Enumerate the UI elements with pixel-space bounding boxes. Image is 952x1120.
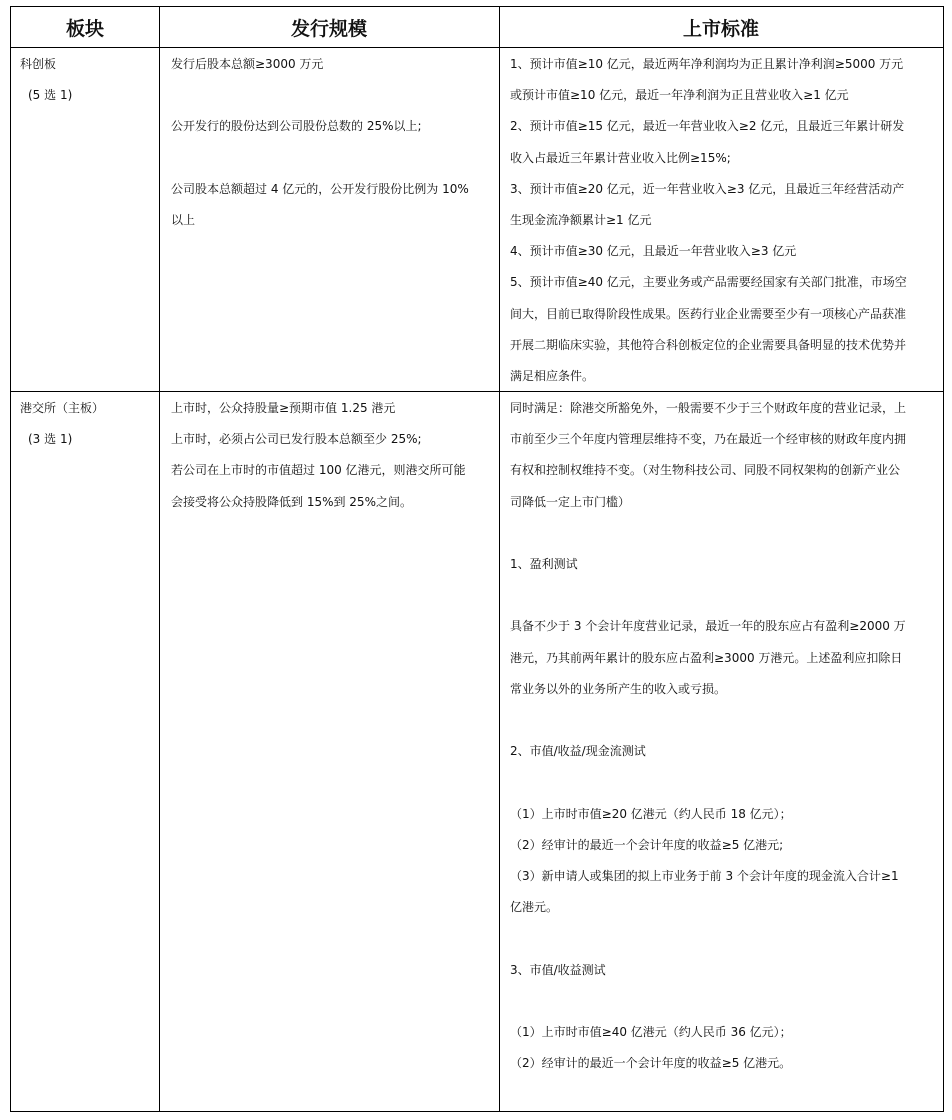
text-line bbox=[510, 986, 906, 1017]
text-line: 5、预计市值≥40 亿元，主要业务或产品需要经国家有关部门批准，市场空 bbox=[510, 275, 907, 290]
board-note: (5 选 1) bbox=[28, 88, 73, 103]
text-line: （1）上市时市值≥20 亿港元（约人民币 18 亿元）； bbox=[510, 806, 792, 821]
text-line: 常业务以外的业务所产生的收入或亏损。 bbox=[510, 681, 727, 696]
header-issue-scale: 发行规模 bbox=[290, 17, 367, 40]
scale-cell-star bbox=[171, 49, 469, 236]
text-line bbox=[510, 923, 906, 954]
text-line: 3、预计市值≥20 亿元，近一年营业收入≥3 亿元，且最近三年经营活动产 bbox=[510, 181, 905, 196]
text-line bbox=[171, 80, 469, 111]
board-cell-hkex bbox=[20, 393, 104, 455]
text-line: （3）新申请人或集团的拟上市业务于前 3 个会计年度的现金流入合计≥1 bbox=[510, 868, 899, 883]
header-divider bbox=[11, 47, 943, 48]
header-board: 板块 bbox=[65, 17, 104, 40]
text-line: 4、预计市值≥30 亿元，且最近一年营业收入≥3 亿元 bbox=[510, 244, 797, 259]
text-line bbox=[510, 580, 906, 611]
standard-cell-hkex bbox=[510, 393, 906, 1079]
text-line: 2、预计市值≥15 亿元，最近一年营业收入≥2 亿元，且最近三年累计研发 bbox=[510, 119, 905, 134]
board-name: 港交所（主板） bbox=[20, 401, 105, 415]
text-line: 以上 bbox=[171, 212, 196, 227]
text-line: 上市时，公众持股量≥预期市值 1.25 港元 bbox=[171, 401, 396, 415]
column-divider bbox=[499, 7, 500, 1111]
column-divider bbox=[159, 7, 160, 1111]
text-line: 有权和控制权维持不变。（对生物科技公司、同股不同权架构的创新产业公 bbox=[510, 463, 901, 478]
board-cell-star bbox=[20, 49, 72, 111]
text-line: 市前至少三个年度内管理层维持不变，乃在最近一个经审核的财政年度内拥 bbox=[510, 432, 907, 447]
text-line: 若公司在上市时的市值超过 100 亿港元，则港交所可能 bbox=[171, 463, 466, 478]
text-line: 上市时，必须占公司已发行股本总额至少 25%; bbox=[171, 432, 422, 447]
text-line: 1、盈利测试 bbox=[510, 557, 578, 571]
text-line: 同时满足：除港交所豁免外，一般需要不少于三个财政年度的营业记录，上 bbox=[510, 401, 907, 415]
text-line: 2、市值/收益/现金流测试 bbox=[510, 744, 646, 759]
text-line: 或预计市值≥10 亿元，最近一年净利润为正且营业收入≥1 亿元 bbox=[510, 88, 849, 103]
scale-cell-hkex bbox=[171, 393, 466, 518]
header-listing-standard: 上市标准 bbox=[682, 17, 759, 40]
board-name: 科创板 bbox=[20, 57, 57, 71]
text-line: 具备不少于 3 个会计年度营业记录，最近一年的股东应占有盈利≥2000 万 bbox=[510, 619, 906, 634]
text-line: 会接受将公众持股降低到 15%到 25%之间。 bbox=[171, 494, 412, 509]
standard-cell-star bbox=[510, 49, 907, 392]
text-line bbox=[171, 143, 469, 174]
text-line: 司降低一定上市门槛） bbox=[510, 494, 631, 509]
text-line: 满足相应条件。 bbox=[510, 369, 595, 384]
text-line bbox=[510, 767, 906, 798]
text-line: 1、预计市值≥10 亿元，最近两年净利润均为正且累计净利润≥5000 万元 bbox=[510, 57, 904, 71]
text-line: 间大，目前已取得阶段性成果。医药行业企业需要至少有一项核心产品获准 bbox=[510, 306, 907, 321]
text-line: （2）经审计的最近一个会计年度的收益≥5 亿港元。 bbox=[510, 1056, 792, 1071]
board-note: (3 选 1) bbox=[28, 432, 73, 447]
text-line: 发行后股本总额≥3000 万元 bbox=[171, 57, 324, 71]
text-line bbox=[510, 705, 906, 736]
text-line: 3、市值/收益测试 bbox=[510, 962, 606, 977]
text-line: 公开发行的股份达到公司股份总数的 25%以上; bbox=[171, 119, 422, 134]
text-line: （1）上市时市值≥40 亿港元（约人民币 36 亿元）； bbox=[510, 1024, 792, 1039]
text-line: 亿港元。 bbox=[510, 900, 559, 915]
text-line: 收入占最近三年累计营业收入比例≥15%; bbox=[510, 150, 731, 165]
text-line: （2）经审计的最近一个会计年度的收益≥5 亿港元; bbox=[510, 837, 784, 852]
text-line bbox=[510, 518, 906, 549]
text-line: 生现金流净额累计≥1 亿元 bbox=[510, 213, 652, 228]
text-line: 公司股本总额超过 4 亿元的，公开发行股份比例为 10% bbox=[171, 181, 469, 196]
text-line: 港元，乃其前两年累计的股东应占盈利≥3000 万港元。上述盈利应扣除日 bbox=[510, 650, 903, 665]
text-line: 开展二期临床实验，其他符合科创板定位的企业需要具备明显的技术优势并 bbox=[510, 337, 907, 352]
listing-requirements-table bbox=[10, 6, 944, 1112]
